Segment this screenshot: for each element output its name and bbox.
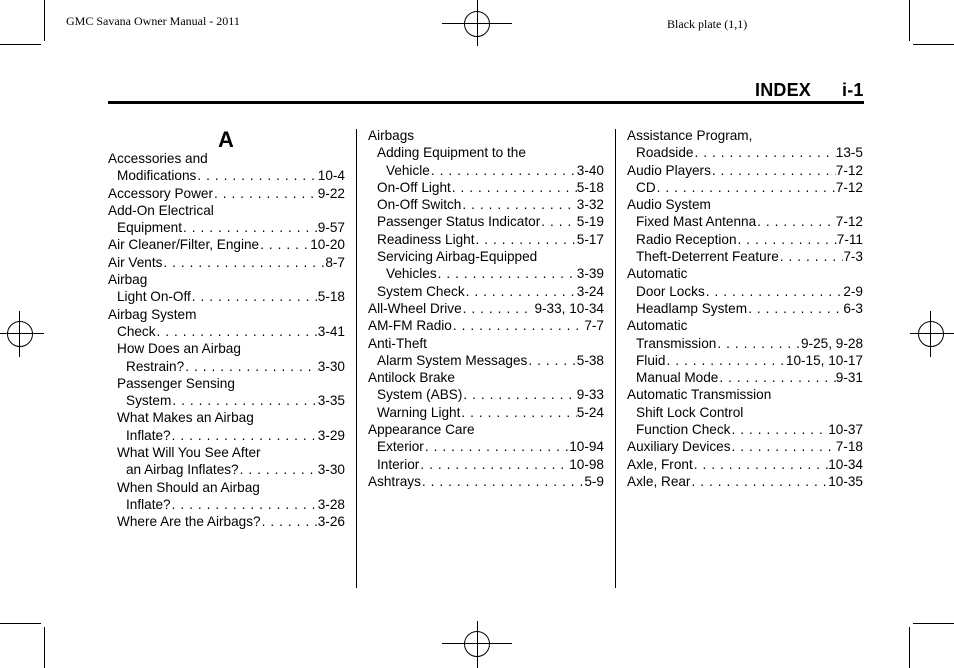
index-entry xyxy=(368,300,604,317)
plate-label: Black plate (1,1) xyxy=(667,17,748,31)
dot-leader xyxy=(461,196,576,213)
index-entry xyxy=(627,421,863,438)
index-entry xyxy=(108,444,345,461)
index-page-ref: 9-22 xyxy=(317,185,345,201)
index-term: Exterior xyxy=(377,439,424,455)
index-term: Headlamp System xyxy=(636,300,748,316)
index-column-1 xyxy=(108,127,345,531)
index-entry xyxy=(627,231,863,248)
index-entry xyxy=(108,461,345,478)
index-page-ref: 3-30 xyxy=(317,358,345,374)
dot-leader xyxy=(156,323,318,340)
index-term: Transmission xyxy=(636,335,717,351)
index-term: Air Vents xyxy=(108,254,163,270)
index-term: AM-FM Radio xyxy=(368,318,452,334)
dot-leader xyxy=(239,461,318,478)
index-term: System Check xyxy=(377,283,465,299)
index-entry xyxy=(627,317,863,334)
index-term: Audio Players xyxy=(627,162,711,178)
letter-heading: A xyxy=(218,127,234,152)
index-term: How Does an Airbag xyxy=(117,341,241,357)
index-term: Appearance Care xyxy=(368,422,475,438)
index-page-ref: 5-17 xyxy=(576,231,604,247)
dot-leader xyxy=(693,456,828,473)
dot-leader xyxy=(730,421,828,438)
index-entry xyxy=(108,479,345,496)
dot-leader xyxy=(184,358,318,375)
index-entry xyxy=(368,421,604,438)
index-entry xyxy=(368,196,604,213)
index-page-ref: 7-18 xyxy=(835,439,863,455)
dot-leader xyxy=(779,248,844,265)
index-entry xyxy=(108,271,345,288)
index-term: Restrain? xyxy=(126,358,185,374)
index-page-ref: 7-7 xyxy=(584,318,604,334)
index-page-ref: 3-28 xyxy=(317,496,345,512)
index-entry xyxy=(368,144,604,161)
index-page-ref: 7-12 xyxy=(835,179,863,195)
index-page-ref: 3-24 xyxy=(576,283,604,299)
index-page-ref: 9-33, 10-34 xyxy=(534,300,604,316)
index-term: Anti-Theft xyxy=(368,335,427,351)
index-term: Inflate? xyxy=(126,496,171,512)
index-term: When Should an Airbag xyxy=(117,479,260,495)
dot-leader xyxy=(162,254,325,271)
index-page-ref: 10-98 xyxy=(569,456,604,472)
index-page-ref: 10-4 xyxy=(317,168,345,184)
index-entry xyxy=(368,127,604,144)
dot-leader xyxy=(705,283,844,300)
index-entry xyxy=(368,283,604,300)
index-entry xyxy=(627,404,863,421)
index-entry xyxy=(368,386,604,403)
dot-leader xyxy=(747,300,843,317)
dot-leader xyxy=(527,352,576,369)
dot-leader xyxy=(711,162,836,179)
index-term: Interior xyxy=(377,456,420,472)
dot-leader xyxy=(465,283,577,300)
dot-leader xyxy=(421,473,584,490)
index-term: Warning Light xyxy=(377,404,461,420)
index-term: System xyxy=(126,393,172,409)
index-entry xyxy=(627,196,863,213)
index-term: Airbags xyxy=(368,128,415,143)
dot-leader xyxy=(171,427,318,444)
index-entry xyxy=(108,306,345,323)
dot-leader xyxy=(460,404,576,421)
index-entry xyxy=(368,473,604,490)
index-term: Alarm System Messages xyxy=(377,352,528,368)
dot-leader xyxy=(171,496,318,513)
index-page-ref: 3-40 xyxy=(576,162,604,178)
crop-mark xyxy=(0,623,41,624)
index-page-ref: 5-18 xyxy=(317,289,345,305)
index-term: Adding Equipment to the xyxy=(377,145,526,161)
index-entry xyxy=(368,179,604,196)
index-term: Assistance Program, xyxy=(627,128,753,143)
section-title: INDEX xyxy=(755,80,812,100)
index-term: Manual Mode xyxy=(636,370,719,386)
dot-leader xyxy=(259,236,310,253)
page-number: i-1 xyxy=(842,80,864,100)
dot-leader xyxy=(451,179,577,196)
index-entry xyxy=(108,358,345,375)
index-entry xyxy=(627,456,863,473)
index-column-2 xyxy=(368,127,604,490)
index-term: Accessories and xyxy=(108,151,208,166)
index-term: Axle, Rear xyxy=(627,473,691,489)
index-term: What Makes an Airbag xyxy=(117,410,254,426)
index-entry xyxy=(627,265,863,282)
index-term: Accessory Power xyxy=(108,185,214,201)
index-entry xyxy=(627,283,863,300)
index-page-ref: 7-12 xyxy=(835,214,863,230)
dot-leader xyxy=(656,179,836,196)
index-term: Vehicles xyxy=(386,266,437,282)
index-page-ref: 5-18 xyxy=(576,179,604,195)
index-entry xyxy=(108,340,345,357)
index-term: Airbag System xyxy=(108,306,197,322)
index-entry xyxy=(108,185,345,202)
index-page-ref: 13-5 xyxy=(835,145,863,161)
index-page-ref: 7-3 xyxy=(843,249,863,265)
index-entry xyxy=(368,369,604,386)
dot-leader xyxy=(213,185,318,202)
index-term: Passenger Sensing xyxy=(117,375,235,391)
index-term: Door Locks xyxy=(636,283,705,299)
index-term: What Will You See After xyxy=(117,445,261,461)
index-entry xyxy=(108,254,345,271)
index-term: Air Cleaner/Filter, Engine xyxy=(108,237,260,253)
index-page-ref: 8-7 xyxy=(325,254,345,270)
index-term: Automatic xyxy=(627,318,688,334)
crop-mark xyxy=(913,44,954,45)
index-page-ref: 7-11 xyxy=(836,231,863,247)
index-term: Where Are the Airbags? xyxy=(117,514,261,530)
index-entry xyxy=(108,409,345,426)
dot-leader xyxy=(261,513,318,530)
index-page-ref: 10-35 xyxy=(828,473,863,489)
index-entry xyxy=(627,300,863,317)
dot-leader xyxy=(690,473,828,490)
index-page-ref: 2-9 xyxy=(843,283,863,299)
index-term: Auxiliary Devices xyxy=(627,439,731,455)
crop-mark xyxy=(0,44,41,45)
index-term: Fixed Mast Antenna xyxy=(636,214,757,230)
dot-leader xyxy=(718,369,835,386)
index-entry xyxy=(368,162,604,179)
index-page-ref: 3-29 xyxy=(317,427,345,443)
index-page-ref: 3-30 xyxy=(317,462,345,478)
index-term: Servicing Airbag-Equipped xyxy=(377,249,538,265)
dot-leader xyxy=(665,352,785,369)
index-entry xyxy=(368,352,604,369)
index-page-ref: 3-35 xyxy=(317,393,345,409)
index-entry xyxy=(368,438,604,455)
index-term: Function Check xyxy=(636,422,731,438)
index-entry xyxy=(627,386,863,403)
index-entry xyxy=(368,456,604,473)
dot-leader xyxy=(737,231,837,248)
dot-leader xyxy=(437,265,577,282)
crop-mark xyxy=(909,0,910,41)
index-entry xyxy=(627,144,863,161)
index-term: Passenger Status Indicator xyxy=(377,214,541,230)
index-term: On-Off Switch xyxy=(377,197,462,213)
index-page-ref: 10-34 xyxy=(828,456,863,472)
index-term: Add-On Electrical xyxy=(108,202,214,218)
index-term: Ashtrays xyxy=(368,473,421,489)
index-page-ref: 9-25, 9-28 xyxy=(801,335,863,351)
index-term: Fluid xyxy=(636,352,666,368)
index-term: System (ABS) xyxy=(377,387,463,403)
index-column-3 xyxy=(627,127,863,490)
manual-title: GMC Savana Owner Manual - 2011 xyxy=(66,14,240,28)
index-term: Audio System xyxy=(627,197,711,213)
dot-leader xyxy=(452,317,585,334)
crop-mark xyxy=(913,623,954,624)
index-term: Roadside xyxy=(636,145,694,161)
index-entry xyxy=(108,392,345,409)
index-term: an Airbag Inflates? xyxy=(126,462,239,478)
index-page-ref: 7-12 xyxy=(835,162,863,178)
crop-mark xyxy=(44,627,45,668)
index-page-ref: 5-19 xyxy=(576,214,604,230)
index-entry xyxy=(108,167,345,184)
index-page-ref: 9-33 xyxy=(576,387,604,403)
index-entry xyxy=(108,150,345,167)
crop-mark xyxy=(44,0,45,41)
index-entry xyxy=(368,265,604,282)
dot-leader xyxy=(424,438,569,455)
index-page-ref: 10-37 xyxy=(828,422,863,438)
index-entry xyxy=(108,513,345,530)
index-entry xyxy=(108,323,345,340)
index-term: Equipment xyxy=(117,220,182,236)
index-entry xyxy=(627,473,863,490)
index-entry xyxy=(627,213,863,230)
dot-leader xyxy=(171,392,317,409)
index-entry xyxy=(368,248,604,265)
index-entry xyxy=(627,248,863,265)
index-page-ref: 3-39 xyxy=(576,266,604,282)
dot-leader xyxy=(756,213,836,230)
index-entry xyxy=(108,375,345,392)
dot-leader xyxy=(693,144,835,161)
index-entry xyxy=(108,427,345,444)
dot-leader xyxy=(462,386,576,403)
index-term: Readiness Light xyxy=(377,231,475,247)
index-entry xyxy=(368,404,604,421)
dot-leader xyxy=(430,162,577,179)
index-entry xyxy=(108,236,345,253)
index-page-ref: 3-41 xyxy=(317,323,345,339)
index-term: Check xyxy=(117,323,156,339)
index-entry xyxy=(368,213,604,230)
dot-leader xyxy=(540,213,577,230)
dot-leader xyxy=(462,300,535,317)
index-entry xyxy=(108,219,345,236)
index-page-ref: 6-3 xyxy=(843,300,863,316)
index-page-ref: 5-38 xyxy=(576,352,604,368)
index-term: Radio Reception xyxy=(636,231,737,247)
index-entry xyxy=(627,127,863,144)
index-entry xyxy=(627,179,863,196)
index-term: Inflate? xyxy=(126,427,171,443)
index-entry xyxy=(627,438,863,455)
index-page-ref: 3-32 xyxy=(576,197,604,213)
index-term: Modifications xyxy=(117,168,197,184)
index-term: Automatic Transmission xyxy=(627,387,772,403)
dot-leader xyxy=(475,231,577,248)
index-term: Automatic xyxy=(627,266,688,282)
index-term: Axle, Front xyxy=(627,456,693,472)
column-divider xyxy=(615,129,616,588)
column-divider xyxy=(356,129,357,588)
index-page-ref: 5-9 xyxy=(584,473,604,489)
index-entry xyxy=(627,335,863,352)
index-entry xyxy=(368,231,604,248)
index-page-ref: 5-24 xyxy=(576,404,604,420)
index-entry xyxy=(627,369,863,386)
index-entry xyxy=(368,317,604,334)
index-page-ref: 10-20 xyxy=(310,237,345,253)
index-term: Shift Lock Control xyxy=(636,404,744,420)
index-entry xyxy=(368,335,604,352)
index-term: Airbag xyxy=(108,272,148,288)
index-page-ref: 3-26 xyxy=(317,514,345,530)
index-page-ref: 10-15, 10-17 xyxy=(785,352,863,368)
index-term: All-Wheel Drive xyxy=(368,300,462,316)
index-term: Theft-Deterrent Feature xyxy=(636,249,779,265)
dot-leader xyxy=(191,288,318,305)
index-term: On-Off Light xyxy=(377,179,451,195)
dot-leader xyxy=(196,167,317,184)
index-entry xyxy=(108,288,345,305)
index-term: Light On-Off xyxy=(117,289,191,305)
dot-leader xyxy=(716,335,801,352)
index-page-ref: 9-31 xyxy=(835,370,863,386)
dot-leader xyxy=(731,438,836,455)
index-term: Antilock Brake xyxy=(368,370,455,386)
index-page-ref: 10-94 xyxy=(569,439,604,455)
dot-leader xyxy=(182,219,318,236)
index-page-ref: 9-57 xyxy=(317,220,345,236)
index-entry xyxy=(627,352,863,369)
header-rule xyxy=(108,101,864,104)
crop-mark xyxy=(909,627,910,668)
index-entry xyxy=(108,202,345,219)
index-term: Vehicle xyxy=(386,162,430,178)
index-term: CD xyxy=(636,179,656,195)
index-entry xyxy=(627,162,863,179)
index-entry xyxy=(108,496,345,513)
dot-leader xyxy=(419,456,569,473)
